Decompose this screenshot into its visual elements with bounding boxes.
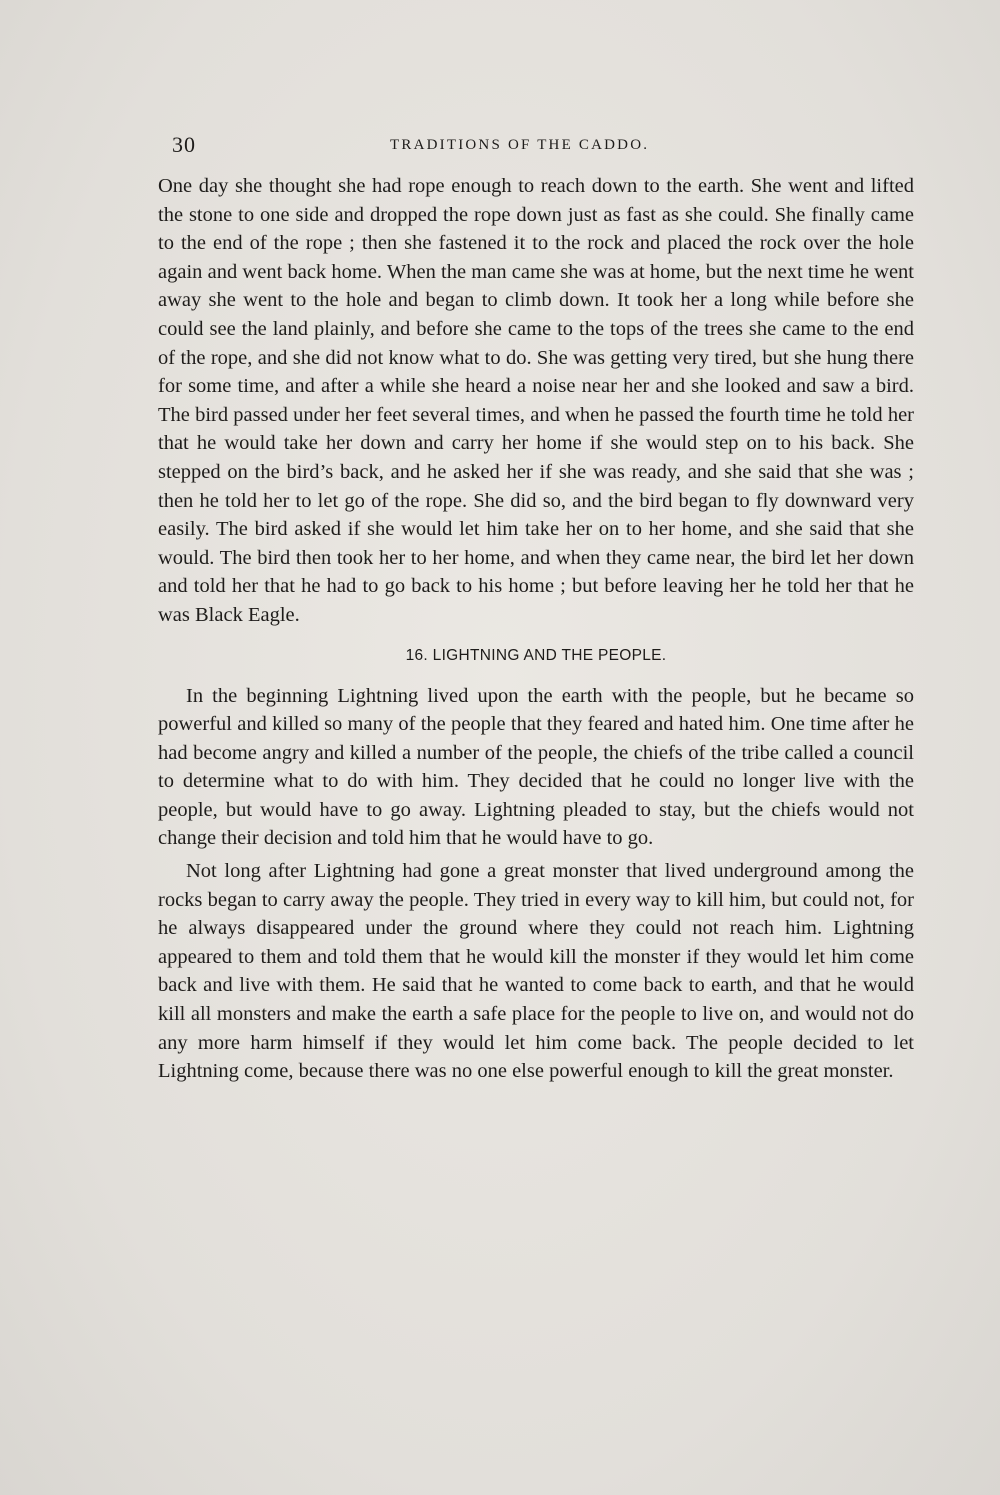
page-number: 30 bbox=[172, 132, 196, 157]
page-body bbox=[158, 172, 914, 1086]
running-title: TRADITIONS OF THE CADDO. bbox=[390, 137, 650, 153]
section-heading: 16. LIGHTNING AND THE PEOPLE. bbox=[405, 646, 667, 664]
paragraph-lightning-banished: In the beginning Lightning lived upon the earth with the people, but he became so powerful and killed so many of the people that they feared and hated him. One time after he had become angry and killed a number of the people, the chiefs of the tribe called a council to determine what to do with him. They decided that he could no longer live with the people, but would have to go away. Lightning pleaded to stay, but the chiefs would not change their decision and told him that he would have to go. bbox=[158, 684, 914, 850]
running-head bbox=[170, 132, 910, 162]
paragraph-black-eagle-ending: One day she thought she had rope enough to reach down to the earth. She went and lifted the stone to one side and dropped the rope down just as fast as she could. She finally came to the end of the rope ; then she fastened it to the rock and placed the rock over the hole again and went back home. When the man came she was at home, but the next time he went away she went to the hole and began to climb down. It took her a long while before she could see the land plainly, and before she came to the tops of the trees she came to the end of the rope, and she did not know what to do. She was getting very tired, but she hung there for some time, and after a while she heard a noise near her and she looked and saw a bird. The bird passed under her feet several times, and when he passed the fourth time he told her that he would take her down and carry her home if she would step on to his back. She stepped on the bird’s back, and he asked her if she was ready, and she said that she was ; then he told her to let go of the rope. She did so, and the bird began to fly downward very easily. The bird asked if she would let him take her on to her home, and she said that she would. The bird then took her to her home, and when they came near, the bird let her down and told her that he had to go back to his home ; but before leaving her he told her that he was Black Eagle. bbox=[158, 175, 914, 626]
paragraph-monster-appears: Not long after Lightning had gone a great monster that lived underground among the rocks began to carry away the people. They tried in every way to kill him, but could not, for he always disappeared under the ground where they could not reach him. Lightning appeared to them and told them that he would kill the monster if they would let him come back and live with them. He said that he wanted to come back to earth, and that he would kill all monsters and make the earth a safe place for the people to live on, and would not do any more harm himself if they would let him come back. The people decided to let Lightning come, because there was no one else powerful enough to kill the great monster. bbox=[158, 860, 914, 1083]
